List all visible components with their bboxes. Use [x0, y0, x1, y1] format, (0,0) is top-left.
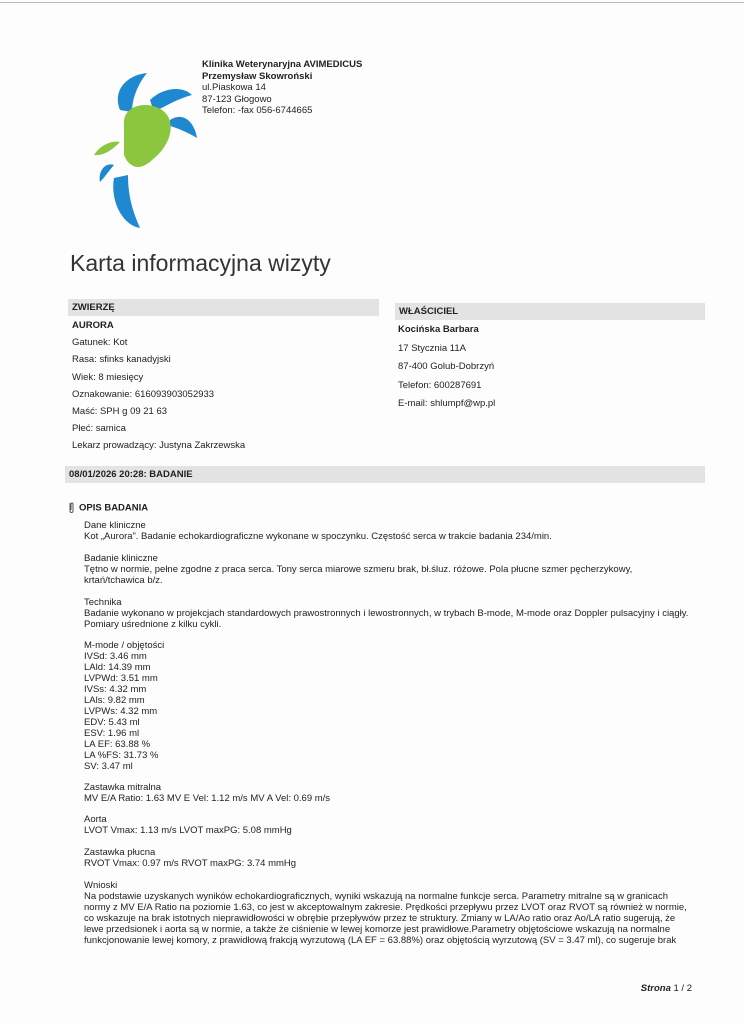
owner-city: 87-400 Golub-Dobrzyń [398, 361, 495, 372]
owner-details [398, 321, 495, 414]
animal-sex: Płeć: samica [72, 423, 126, 435]
mmode-row: LA EF: 63.88 % [84, 739, 151, 750]
animal-age: Wiek: 8 miesięcy [72, 371, 144, 383]
animal-name: AURORA [72, 320, 114, 331]
clinical-data-heading: Dane kliniczne [84, 520, 146, 531]
page-title: Karta informacyjna wizyty [70, 250, 331, 276]
mmode-row: IVSs: 4.32 mm [84, 684, 147, 695]
animal-species: Gatunek: Kot [72, 337, 128, 349]
logo-green-body [124, 105, 171, 167]
logo-green-wing [94, 142, 120, 156]
paperclip-icon [68, 502, 75, 514]
mmode-row: LAld: 14.39 mm [84, 662, 151, 673]
clinic-info [202, 59, 362, 117]
conclusions-text: Na podstawie uzyskanych wyników echokardiograficznych, wyniki wskazują na normalne funkcje serca. Parametry mitralne są w granicach normy z MV E/A Ratio na poziomie 1.63, co jest w akceptowalnym zakresie. Prędkości przepływu przez LVOT oraz RVOT są również w normie, co wskazuje na brak istotnych nieprawidłowości w obrębie przepływów przez te struktury. Zmiany w LA/Ao ratio oraz Ao/LA ratio sugerują, że lewe przedsionek i aorta są w normie, a także że ciśnienie w lewej komorze jest prawidłowe.Parametry objętościowe wskazują na normalne funkcjonowanie lewej komory, z prawidłową frakcją wyrzutową (LA EF = 63.88%) oraz objętością wyrzutową (SV = 3.47 ml), co sugeruje brak [84, 891, 687, 946]
clinical-data-block [84, 520, 694, 542]
conclusions-block [84, 880, 694, 946]
mmode-row: LA %FS: 31.73 % [84, 750, 159, 761]
technique-text: Badanie wykonano w projekcjach standardowych prawostronnych i lewostronnych, w trybach B-mode, M-mode oraz Doppler pulsacyjny i ciągły. Pomiary uśrednione z kilku cykli. [84, 608, 689, 630]
animal-header: ZWIERZĘ [68, 299, 379, 316]
mmode-row: LVPWs: 4.32 mm [84, 706, 158, 717]
technique-heading: Technika [84, 597, 122, 608]
clinical-data-text: Kot „Aurora”. Badanie echokardiograficzne wykonane w spoczynku. Częstość serca w trakcie badania 234/min. [84, 531, 552, 542]
mitral-block [84, 782, 694, 804]
aorta-text: LVOT Vmax: 1.13 m/s LVOT maxPG: 5.08 mmHg [84, 825, 292, 836]
owner-name: Kocińska Barbara [398, 324, 479, 335]
logo-blue-drop-left-small [100, 164, 114, 182]
conclusions-heading: Wnioski [84, 880, 118, 891]
mitral-text: MV E/A Ratio: 1.63 MV E Vel: 1.12 m/s MV A Vel: 0.69 m/s [84, 793, 331, 804]
logo-blue-drop-bottom [113, 175, 140, 228]
animal-color: Maść: SPH g 09 21 63 [72, 406, 168, 418]
page-number: 1 / 2 [673, 983, 692, 994]
owner-street: 17 Stycznia 11A [398, 342, 466, 354]
mmode-row: ESV: 1.96 ml [84, 728, 140, 739]
pulmonary-heading: Zastawka płucna [84, 847, 156, 858]
exam-section-title [68, 502, 148, 514]
clinic-logo [92, 70, 202, 230]
clinic-phone: Telefon: -fax 056-6744665 [202, 105, 313, 116]
animal-details [72, 317, 245, 455]
clinic-city: 87-123 Głogowo [202, 93, 272, 105]
exam-section-label: OPIS BADANIA [79, 502, 149, 514]
page-footer [641, 983, 692, 994]
animal-doctor: Lekarz prowadzący: Justyna Zakrzewska [72, 440, 246, 452]
visit-header: 08/01/2026 20:28: BADANIE [65, 466, 705, 483]
page-label: Strona [640, 983, 671, 994]
aorta-block [84, 814, 694, 836]
clinic-owner: Przemysław Skowroński [202, 70, 313, 82]
logo-blue-drop-small [170, 117, 197, 138]
mmode-row: SV: 3.47 ml [84, 761, 133, 772]
clinical-exam-text: Tętno w normie, pełne zgodne z praca serca. Tony serca miarowe szmeru brak, bł.śluz. różowe. Pola płucne szmer pęcherzykowy, krtań/tchawica b/z. [84, 564, 633, 586]
pulmonary-text: RVOT Vmax: 0.97 m/s RVOT maxPG: 3.74 mmHg [84, 858, 297, 869]
mmode-block [84, 640, 694, 772]
clinic-name: Klinika Weterynaryjna AVIMEDICUS [202, 59, 363, 70]
mitral-heading: Zastawka mitralna [84, 782, 162, 793]
animal-breed: Rasa: sfinks kanadyjski [72, 354, 171, 366]
pulmonary-block [84, 847, 694, 869]
mmode-row: LAls: 9.82 mm [84, 695, 145, 706]
technique-block [84, 597, 694, 630]
owner-header: WŁAŚCICIEL [395, 303, 705, 320]
animal-id: Oznakowanie: 616093903052933 [72, 388, 215, 400]
owner-phone: Telefon: 600287691 [398, 379, 482, 391]
mmode-heading: M-mode / objętości [84, 640, 165, 651]
clinical-exam-heading: Badanie kliniczne [84, 553, 158, 564]
clinical-exam-block [84, 553, 694, 586]
clinic-street: ul.Piaskowa 14 [202, 82, 266, 93]
top-border-line [0, 2, 744, 3]
mmode-row: IVSd: 3.46 mm [84, 651, 147, 662]
aorta-heading: Aorta [84, 814, 107, 825]
mmode-row: LVPWd: 3.51 mm [84, 673, 158, 684]
owner-email: E-mail: shlumpf@wp.pl [398, 398, 496, 409]
mmode-row: EDV: 5.43 ml [84, 717, 140, 728]
